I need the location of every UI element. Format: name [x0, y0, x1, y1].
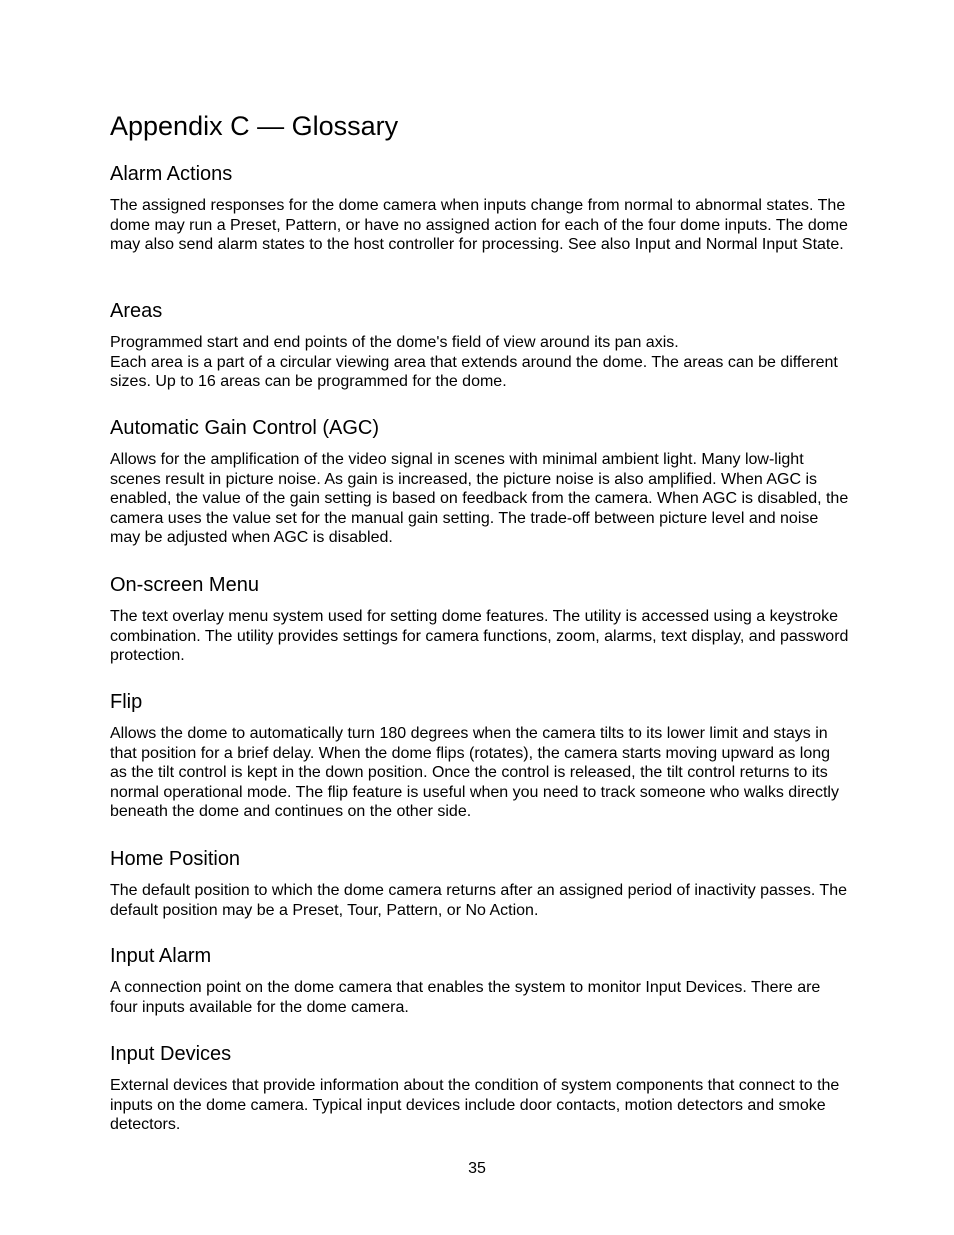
glossary-entry-home-position	[110, 845, 850, 920]
glossary-definition	[110, 333, 850, 392]
glossary-entry-agc	[110, 414, 850, 548]
glossary-definition	[110, 724, 850, 822]
glossary-entry-input-alarm	[110, 942, 850, 1017]
glossary-definition	[110, 450, 850, 548]
page-title: Appendix C — Glossary	[110, 111, 399, 141]
definition-paragraph: Each area is a part of a circular viewing area that extends around the dome. The areas can be different sizes. Up to 16 areas can be programmed for the dome.	[110, 353, 838, 391]
glossary-entry-areas	[110, 297, 850, 392]
definition-paragraph: Allows for the amplification of the video signal in scenes with minimal ambient light. Many low-light scenes result in picture noise. As gain is increased, the picture noise is also amplified. When AGC is enabled, the value of the gain setting is based on feedback from the camera. When AGC is disabled, the camera uses the value set for the manual gain setting. The trade-off between picture level and noise may be adjusted when AGC is disabled.	[110, 451, 849, 547]
glossary-term: Alarm Actions	[110, 163, 233, 185]
glossary-term: Automatic Gain Control (AGC)	[110, 417, 379, 439]
definition-paragraph: The assigned responses for the dome camera when inputs change from normal to abnormal states. The dome may run a Preset, Pattern, or have no assigned action for each of the four dome inputs. The dome may also send alarm states to the host controller for processing. See also Input and Normal Input State.	[110, 197, 848, 254]
glossary-term: Flip	[110, 691, 143, 713]
glossary-entry-alarm-actions	[110, 160, 850, 255]
glossary-term: Input Devices	[110, 1043, 232, 1065]
glossary-definition	[110, 607, 850, 666]
definition-paragraph: The default position to which the dome camera returns after an assigned period of inactivity passes. The default position may be a Preset, Tour, Pattern, or No Action.	[110, 882, 847, 919]
glossary-definition	[110, 978, 850, 1017]
definition-paragraph: The text overlay menu system used for setting dome features. The utility is accessed using a keystroke combination. The utility provides settings for camera functions, zoom, alarms, text display, and password protection.	[110, 608, 849, 665]
glossary-term: Areas	[110, 300, 163, 322]
glossary-term: Home Position	[110, 848, 241, 870]
definition-paragraph: External devices that provide information about the condition of system components that connect to the inputs on the dome camera. Typical input devices include door contacts, motion detectors and smoke detectors.	[110, 1077, 840, 1134]
page-number: 35	[468, 1160, 486, 1177]
glossary-entry-on-screen-menu	[110, 571, 850, 666]
glossary-definition	[110, 1076, 850, 1135]
glossary-entry-input-devices	[110, 1040, 850, 1135]
glossary-term: Input Alarm	[110, 945, 212, 967]
glossary-definition	[110, 881, 850, 920]
glossary-term: On-screen Menu	[110, 574, 259, 596]
definition-paragraph: Programmed start and end points of the dome's field of view around its pan axis.	[110, 334, 679, 351]
definition-paragraph: Allows the dome to automatically turn 180 degrees when the camera tilts to its lower limit and stays in that position for a brief delay. When the dome flips (rotates), the camera starts moving upward as long as the tilt control is kept in the down position. Once the control is released, the tilt control returns to its normal operational mode. The flip feature is useful when you need to track someone who walks directly beneath the dome and continues on the other side.	[110, 725, 839, 821]
definition-paragraph: A connection point on the dome camera that enables the system to monitor Input Devices. There are four inputs available for the dome camera.	[110, 979, 821, 1016]
glossary-entry-flip	[110, 688, 850, 822]
glossary-definition	[110, 196, 850, 255]
